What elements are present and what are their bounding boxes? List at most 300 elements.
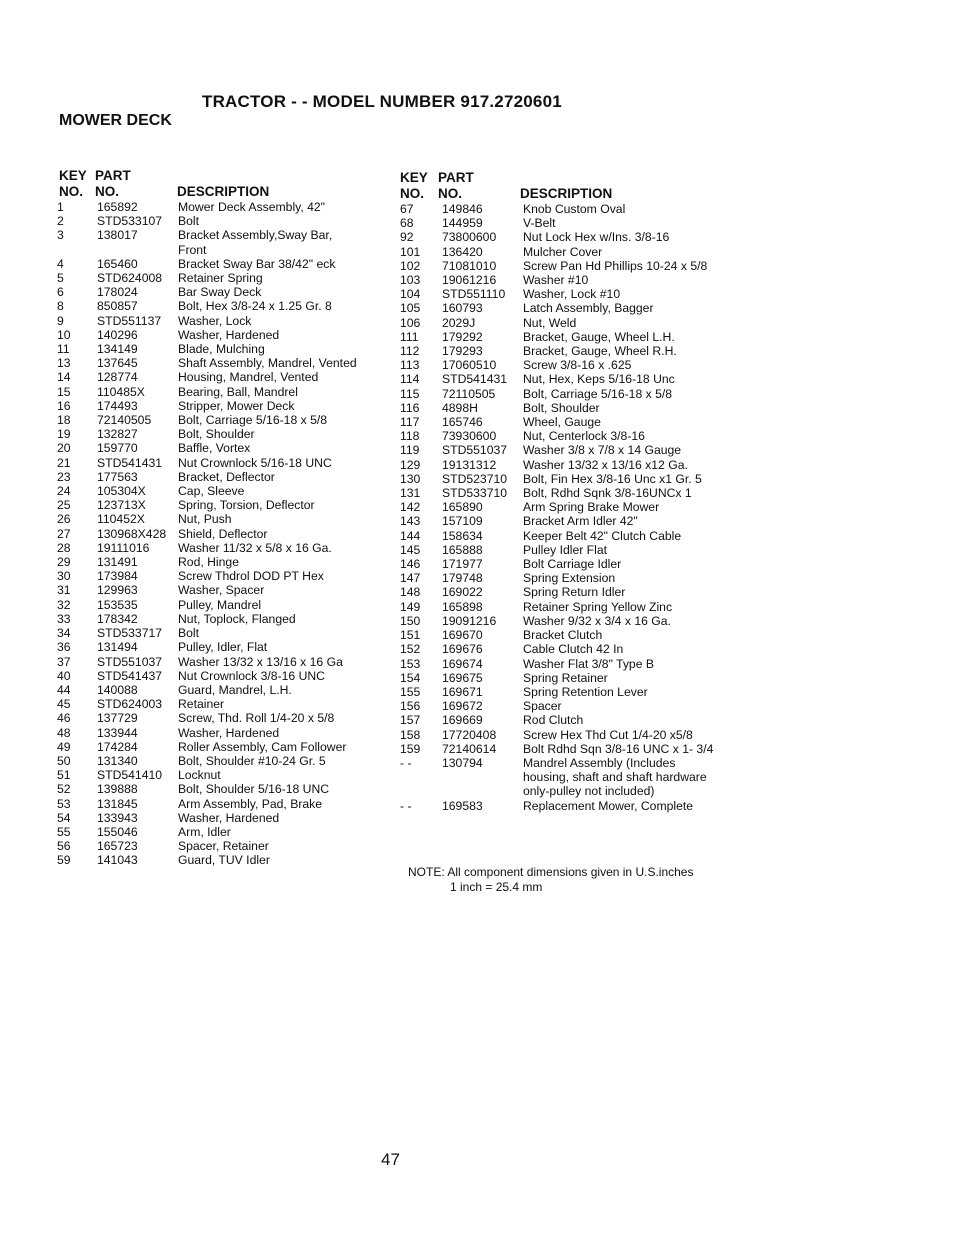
table-row [57, 385, 387, 399]
description-cell: Screw Thdrol DOD PT Hex [178, 569, 324, 584]
key-no-cell: 102 [400, 258, 421, 273]
key-no-cell: 4 [57, 256, 64, 271]
description-cell: Bolt [178, 214, 200, 229]
part-no-cell: STD541431 [442, 372, 508, 387]
part-no-cell: 4898H [442, 400, 478, 415]
description-cell: Mulcher Cover [523, 244, 603, 259]
key-no-cell: 148 [400, 585, 421, 600]
description-cell: Pulley, Idler, Flat [178, 640, 268, 655]
key-header-bottom: NO. [400, 186, 425, 201]
description-cell: Spring Extension [523, 571, 616, 586]
part-no-cell: 2029J [442, 315, 476, 330]
description-cell: Blade, Mulching [178, 342, 265, 357]
key-no-cell: 151 [400, 628, 421, 643]
description-cell: Screw Pan Hd Phillips 10-24 x 5/8 [523, 258, 708, 273]
table-row [57, 569, 387, 583]
page-number: 47 [381, 1150, 400, 1169]
table-row [400, 458, 740, 472]
table-row [57, 726, 387, 740]
key-no-cell: 28 [57, 540, 71, 555]
description-cell: Stripper, Mower Deck [178, 398, 295, 413]
table-row [57, 512, 387, 526]
table-header [400, 170, 740, 202]
page-title: TRACTOR - - MODEL NUMBER 917.2720601 [202, 92, 562, 111]
description-cell: Shaft Assembly, Mandrel, Vented [178, 356, 357, 371]
key-no-cell: 8 [57, 299, 64, 314]
table-row [57, 271, 387, 285]
part-no-cell: 169674 [442, 656, 483, 671]
part-no-cell: 19061216 [442, 273, 497, 288]
table-row [400, 216, 740, 230]
key-no-cell: 48 [57, 725, 71, 740]
part-no-cell: 157109 [442, 514, 483, 529]
description-cell: Bracket Sway Bar 38/42" eck [178, 256, 336, 271]
key-no-cell: 33 [57, 611, 71, 626]
table-row [57, 370, 387, 384]
key-no-cell: 37 [57, 654, 71, 669]
description-cell: Cap, Sleeve [178, 484, 245, 499]
key-no-cell: 149 [400, 599, 421, 614]
part-no-cell: STD533717 [97, 626, 163, 641]
table-row [400, 287, 740, 301]
table-row [57, 413, 387, 427]
key-no-cell: 114 [400, 372, 420, 387]
table-row [57, 342, 387, 356]
key-no-cell: 147 [400, 571, 421, 586]
description-cell: Roller Assembly, Cam Follower [178, 739, 347, 754]
description-cell: Latch Assembly, Bagger [523, 301, 654, 316]
table-row [57, 754, 387, 768]
description-cell: Bearing, Ball, Mandrel [178, 384, 298, 399]
table-row [400, 202, 740, 216]
table-row [400, 316, 740, 330]
description-cell: Bolt, Carriage 5/16-18 x 5/8 [523, 386, 673, 401]
table-row [57, 456, 387, 470]
table-row [400, 799, 740, 813]
key-no-cell: 26 [57, 512, 71, 527]
part-no-cell: 129963 [97, 583, 138, 598]
key-no-cell: 16 [57, 398, 71, 413]
part-no-cell: 128774 [97, 370, 138, 385]
part-no-cell: STD551110 [442, 287, 506, 302]
part-no-cell: 179748 [442, 571, 483, 586]
key-no-cell: 105 [400, 301, 421, 316]
part-no-cell: STD541431 [97, 455, 163, 470]
table-row [400, 301, 740, 315]
part-no-cell: 171977 [442, 557, 483, 572]
key-no-cell: 31 [57, 583, 71, 598]
table-row [57, 228, 387, 256]
key-no-cell: 21 [57, 455, 71, 470]
table-row [400, 585, 740, 599]
table-row [57, 484, 387, 498]
description-cell: Washer 3/8 x 7/8 x 14 Gauge [523, 443, 682, 458]
table-row [400, 742, 740, 756]
description-cell: Spacer, Retainer [178, 839, 269, 854]
table-row [57, 399, 387, 413]
description-cell: Nut, Toplock, Flanged [178, 611, 296, 626]
key-no-cell: 29 [57, 555, 71, 570]
key-no-cell: 36 [57, 640, 71, 655]
key-no-cell: 145 [400, 542, 421, 557]
table-row [57, 285, 387, 299]
key-no-cell: 156 [400, 699, 421, 714]
key-no-cell: 146 [400, 557, 421, 572]
part-no-cell: 71081010 [442, 258, 497, 273]
key-no-cell: 111 [400, 329, 419, 344]
part-no-cell: 130794 [442, 755, 483, 770]
table-row [57, 683, 387, 697]
part-no-cell: 131845 [97, 796, 138, 811]
part-no-cell: 19131312 [442, 457, 497, 472]
table-row [400, 614, 740, 628]
table-row [57, 527, 387, 541]
section-title: MOWER DECK [59, 112, 172, 129]
table-row [57, 498, 387, 512]
table-row [400, 713, 740, 727]
part-no-cell: 133943 [97, 810, 138, 825]
part-no-cell: 72110505 [442, 386, 496, 401]
table-row [400, 259, 740, 273]
key-no-cell: 23 [57, 469, 71, 484]
table-row [57, 711, 387, 725]
key-no-cell: 113 [400, 358, 420, 373]
part-no-cell: 160793 [442, 301, 483, 316]
description-cell: Wheel, Gauge [523, 415, 601, 430]
table-row [57, 299, 387, 313]
description-cell: Arm, Idler [178, 824, 231, 839]
part-no-cell: 165890 [442, 500, 483, 515]
table-row [400, 671, 740, 685]
key-no-cell: 15 [57, 384, 71, 399]
key-no-cell: 9 [57, 313, 64, 328]
description-cell: Bolt, Shoulder 5/16-18 UNC [178, 782, 330, 797]
table-row [400, 358, 740, 372]
description-cell: Retainer Spring Yellow Zinc [523, 599, 673, 614]
description-cell: Nut Lock Hex w/Ins. 3/8-16 [523, 230, 670, 245]
part-no-cell: STD541437 [97, 668, 163, 683]
part-no-cell: 165460 [97, 256, 138, 271]
table-row [57, 669, 387, 683]
description-cell: Shield, Deflector [178, 526, 268, 541]
key-no-cell: 101 [400, 244, 421, 259]
key-no-cell: 40 [57, 668, 71, 683]
part-no-cell: 132827 [97, 427, 138, 442]
key-no-cell: 14 [57, 370, 71, 385]
description-cell: Bolt, Rdhd Sqnk 3/8-16UNCx 1 [523, 486, 692, 501]
key-no-cell: - - [400, 798, 412, 813]
key-no-cell: 129 [400, 457, 421, 472]
part-no-cell: 174493 [97, 398, 138, 413]
description-cell: Washer #10 [523, 273, 589, 288]
description-cell: Washer, Hardened [178, 327, 280, 342]
key-no-cell: 46 [57, 711, 71, 726]
description-cell: Bracket Clutch [523, 628, 603, 643]
description-cell: Cable Clutch 42 In [523, 642, 624, 657]
key-no-cell: 119 [400, 443, 420, 458]
part-no-cell: 133944 [97, 725, 138, 740]
part-no-cell: 174284 [97, 739, 138, 754]
part-no-cell: 139888 [97, 782, 138, 797]
key-no-cell: 10 [57, 327, 71, 342]
part-no-cell: 131491 [97, 555, 138, 570]
key-no-cell: 143 [400, 514, 421, 529]
part-no-cell: 72140505 [97, 413, 152, 428]
key-no-cell: 59 [57, 853, 71, 868]
key-header-bottom: NO. [59, 184, 84, 199]
part-no-cell: 134149 [97, 342, 138, 357]
key-no-cell: 150 [400, 613, 421, 628]
description-cell: Spring Return Idler [523, 585, 626, 600]
description-cell: Spring Retainer [523, 670, 608, 685]
description-cell: Arm Spring Brake Mower [523, 500, 660, 515]
key-no-cell: 131 [400, 486, 421, 501]
key-no-cell: 49 [57, 739, 71, 754]
description-cell: Bracket, Gauge, Wheel R.H. [523, 344, 677, 359]
part-no-cell: 178024 [97, 285, 138, 300]
key-no-cell: 144 [400, 528, 421, 543]
part-no-cell: STD541410 [97, 768, 163, 783]
table-row [400, 756, 740, 799]
part-no-cell: STD523710 [442, 471, 508, 486]
key-no-cell: 159 [400, 741, 421, 756]
part-no-cell: 149846 [442, 202, 483, 216]
table-row [57, 356, 387, 370]
part-no-cell: 177563 [97, 469, 138, 484]
table-row [57, 200, 387, 214]
part-no-cell: 19111016 [97, 540, 150, 555]
part-no-cell: 105304X [97, 484, 146, 499]
table-row [57, 214, 387, 228]
key-no-cell: 54 [57, 810, 71, 825]
key-no-cell: 103 [400, 273, 421, 288]
key-no-cell: 30 [57, 569, 71, 584]
table-row [400, 486, 740, 500]
table-row [57, 626, 387, 640]
description-cell: Bolt [178, 626, 200, 641]
description-cell: Guard, Mandrel, L.H. [178, 682, 292, 697]
description-cell: Washer Flat 3/8" Type B [523, 656, 654, 671]
key-no-cell: 130 [400, 471, 421, 486]
part-no-cell: 159770 [97, 441, 138, 456]
part-header-top: PART [438, 170, 474, 185]
description-cell: Knob Custom Oval [523, 202, 626, 216]
part-no-cell: 141043 [97, 853, 138, 868]
part-no-cell: STD624003 [97, 697, 163, 712]
table-row [400, 657, 740, 671]
key-no-cell: 53 [57, 796, 71, 811]
key-header-top: KEY [59, 168, 87, 183]
key-no-cell: 153 [400, 656, 421, 671]
part-no-cell: 173984 [97, 569, 138, 584]
part-no-cell: STD533107 [97, 214, 163, 229]
key-no-cell: 32 [57, 597, 71, 612]
description-cell: Nut Crownlock 5/16-18 UNC [178, 455, 332, 470]
part-no-cell: 169676 [442, 642, 483, 657]
table-row [57, 470, 387, 484]
table-row [400, 728, 740, 742]
part-no-cell: STD624008 [97, 271, 163, 286]
table-row [400, 529, 740, 543]
table-row [400, 600, 740, 614]
description-cell: Guard, TUV Idler [178, 853, 270, 868]
parts-list [57, 200, 387, 868]
description-cell: Mandrel Assembly (Includes housing, shaft and shaft hardware only-pulley not included) [523, 755, 707, 799]
table-row [400, 330, 740, 344]
description-cell: Screw 3/8-16 x .625 [523, 358, 632, 373]
key-no-cell: 116 [400, 400, 420, 415]
key-no-cell: 142 [400, 500, 421, 515]
description-cell: Keeper Belt 42" Clutch Cable [523, 528, 682, 543]
description-cell: Rod Clutch [523, 713, 584, 728]
key-no-cell: 152 [400, 642, 421, 657]
part-no-cell: 169671 [442, 684, 483, 699]
key-no-cell: 27 [57, 526, 71, 541]
table-row [400, 699, 740, 713]
table-row [57, 853, 387, 867]
key-no-cell: 118 [400, 429, 420, 444]
table-row [57, 612, 387, 626]
part-no-cell: 73930600 [442, 429, 497, 444]
table-row [400, 500, 740, 514]
part-no-cell: 169675 [442, 670, 483, 685]
key-no-cell: 52 [57, 782, 71, 797]
description-cell: Bolt, Shoulder #10-24 Gr. 5 [178, 753, 326, 768]
description-cell: Bolt Carriage Idler [523, 557, 622, 572]
key-no-cell: 19 [57, 427, 71, 442]
table-row [57, 640, 387, 654]
description-cell: Mower Deck Assembly, 42" [178, 200, 326, 214]
part-no-cell: 165723 [97, 839, 138, 854]
key-no-cell: 115 [400, 386, 420, 401]
key-no-cell: 158 [400, 727, 421, 742]
description-cell: Washer 13/32 x 13/16 x12 Ga. [523, 457, 688, 472]
description-cell: V-Belt [523, 216, 556, 231]
part-no-cell: STD551037 [442, 443, 508, 458]
key-no-cell: 44 [57, 682, 71, 697]
key-header-top: KEY [400, 170, 428, 185]
key-no-cell: 45 [57, 697, 71, 712]
part-no-cell: 140296 [97, 327, 138, 342]
description-cell: Bolt, Carriage 5/16-18 x 5/8 [178, 413, 328, 428]
part-no-cell: 169022 [442, 585, 483, 600]
table-row [400, 571, 740, 585]
table-header [57, 168, 387, 200]
description-cell: Washer, Lock [178, 313, 252, 328]
description-cell: Bar Sway Deck [178, 285, 262, 300]
part-no-cell: 19091216 [442, 613, 497, 628]
part-header-bottom: NO. [95, 184, 120, 199]
table-row [57, 811, 387, 825]
description-header: DESCRIPTION [520, 186, 613, 201]
description-cell: Retainer Spring [178, 271, 263, 286]
description-cell: Washer 11/32 x 5/8 x 16 Ga. [178, 540, 332, 555]
key-no-cell: 34 [57, 626, 71, 641]
key-no-cell: 11 [57, 342, 70, 357]
table-row [57, 697, 387, 711]
description-cell: Spacer [523, 699, 562, 714]
part-no-cell: 169583 [442, 798, 483, 813]
key-no-cell: 5 [57, 271, 64, 286]
table-row [400, 387, 740, 401]
part-no-cell: 123713X [97, 498, 146, 513]
table-row [57, 782, 387, 796]
parts-table-right [400, 170, 740, 813]
key-no-cell: 24 [57, 484, 71, 499]
key-no-cell: 56 [57, 839, 71, 854]
description-cell: Spring Retention Lever [523, 684, 648, 699]
part-no-cell: 144959 [442, 216, 483, 231]
description-cell: Baffle, Vortex [178, 441, 251, 456]
key-no-cell: 55 [57, 824, 71, 839]
table-row [400, 685, 740, 699]
key-no-cell: 18 [57, 413, 71, 428]
dimension-note [408, 865, 693, 895]
description-cell: Pulley Idler Flat [523, 542, 607, 557]
note-line-2: 1 inch = 25.4 mm [450, 880, 543, 894]
table-row [57, 555, 387, 569]
part-no-cell: 130968X428 [97, 526, 167, 541]
table-row [57, 797, 387, 811]
description-cell: Bolt, Shoulder [523, 400, 600, 415]
parts-table-left [57, 168, 387, 868]
description-cell: Bracket, Deflector [178, 469, 275, 484]
description-cell: Nut, Centerlock 3/8-16 [523, 429, 645, 444]
key-no-cell: 1 [57, 200, 64, 214]
part-no-cell: 72140614 [442, 741, 497, 756]
key-no-cell: 68 [400, 216, 414, 231]
description-cell: Locknut [178, 768, 221, 783]
part-no-cell: 158634 [442, 528, 483, 543]
description-cell: Washer, Spacer [178, 583, 265, 598]
part-no-cell: 131494 [97, 640, 138, 655]
description-cell: Washer 13/32 x 13/16 x 16 Ga [178, 654, 343, 669]
table-row [400, 344, 740, 358]
table-row [400, 628, 740, 642]
key-no-cell: 92 [400, 230, 414, 245]
table-row [400, 401, 740, 415]
table-row [400, 429, 740, 443]
part-no-cell: 850857 [97, 299, 138, 314]
note-line-1: NOTE: All component dimensions given in U.S.inches [408, 865, 694, 879]
part-header-bottom: NO. [438, 186, 463, 201]
description-cell: Bracket Assembly,Sway Bar, Front [178, 228, 333, 257]
key-no-cell: 104 [400, 287, 421, 302]
table-row [400, 372, 740, 386]
description-cell: Bolt, Fin Hex 3/8-16 Unc x1 Gr. 5 [523, 471, 702, 486]
part-no-cell: 179292 [442, 329, 483, 344]
key-no-cell: 6 [57, 285, 64, 300]
part-no-cell: STD551037 [97, 654, 163, 669]
table-row [57, 441, 387, 455]
part-no-cell: 165892 [97, 200, 138, 214]
table-row [400, 273, 740, 287]
table-row [57, 655, 387, 669]
part-no-cell: 137729 [97, 711, 138, 726]
key-no-cell: 157 [400, 713, 421, 728]
key-no-cell: 25 [57, 498, 71, 513]
key-no-cell: 154 [400, 670, 421, 685]
part-no-cell: 140088 [97, 682, 138, 697]
table-row [57, 598, 387, 612]
description-cell: Replacement Mower, Complete [523, 798, 694, 813]
table-row [400, 514, 740, 528]
table-row [57, 427, 387, 441]
part-no-cell: 169670 [442, 628, 483, 643]
description-cell: Washer, Hardened [178, 810, 280, 825]
description-cell: Spring, Torsion, Deflector [178, 498, 315, 513]
part-no-cell: 178342 [97, 611, 138, 626]
